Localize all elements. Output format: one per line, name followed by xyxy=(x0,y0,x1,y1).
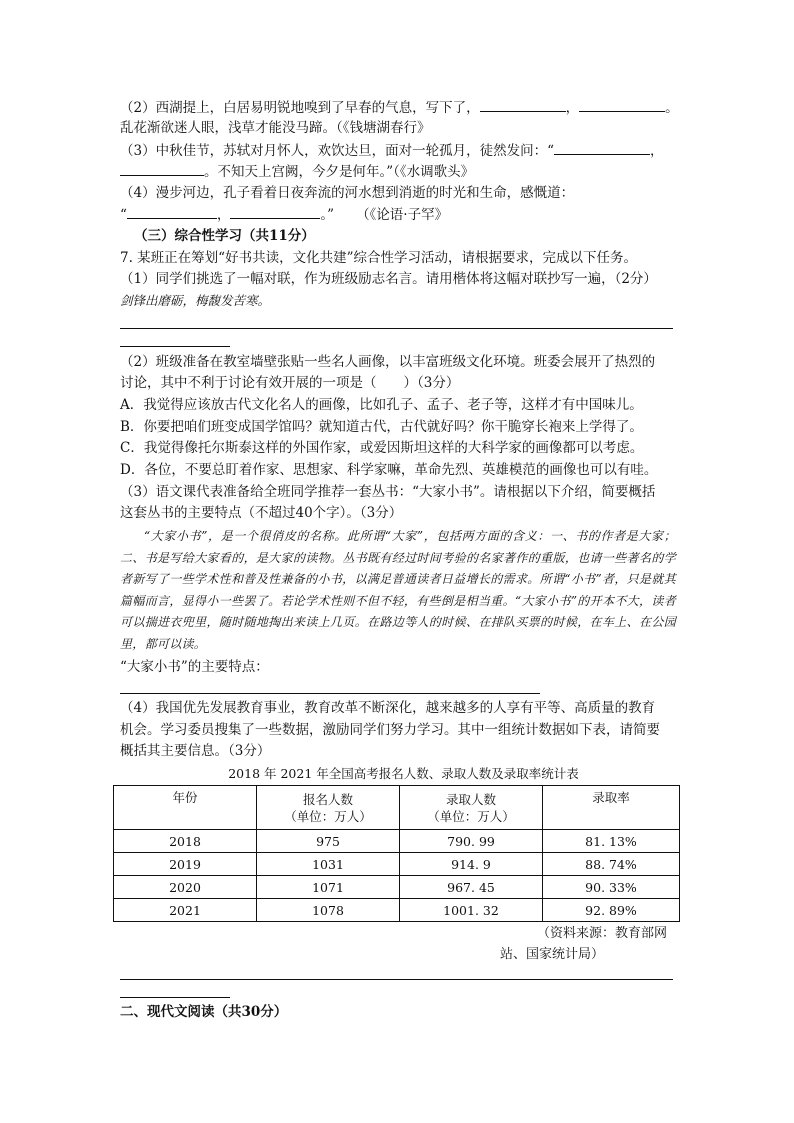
header-year: 年份 xyxy=(114,786,257,830)
couplet-text: 剑锋出磨砺，梅馥发苦寒。 xyxy=(120,293,271,308)
table-row xyxy=(114,899,680,922)
cell-applicants: 1031 xyxy=(257,853,400,876)
table-source-line1: （资料来源：教育部网 xyxy=(537,926,668,941)
option-c[interactable]: C．我觉得像托尔斯泰这样的外国作家，或爱因斯坦这样的大科学家的画像都可以考虑。 xyxy=(120,440,644,456)
cell-year: 2019 xyxy=(114,853,257,876)
answer-blank[interactable] xyxy=(127,204,217,219)
question-7-1: （1）同学们挑选了一幅对联，作为班级励志名言。请用楷体将这幅对联抄写一遍，（2分） xyxy=(120,271,657,287)
answer-line[interactable] xyxy=(120,693,540,694)
poetry-q4-line2: “ ， 。” （《论语·子罕》 xyxy=(120,204,448,225)
cell-admitted: 790. 99 xyxy=(400,830,543,853)
table-row xyxy=(114,853,680,876)
poetry-q3-line1: （3）中秋佳节，苏轼对月怀人，欢饮达旦，面对一轮孤月，徒然发问：“ ， xyxy=(120,140,664,161)
question-7-3-line2: 这套丛书的主要特点（不超过40个字）。（3分） xyxy=(120,505,403,521)
poetry-q2-line2: 乱花渐欲迷人眼，浅草才能没马蹄。（《钱塘湖春行》 xyxy=(120,120,431,136)
stats-table xyxy=(113,785,680,922)
table-source-line2: 站、国家统计局） xyxy=(500,947,605,962)
answer-blank[interactable] xyxy=(554,140,650,155)
question-7-2-line2: 讨论，其中不利于讨论有效开展的一项是（ ）（3分） xyxy=(120,375,460,391)
table-caption: 2018 年 2021 年全国高考报名人数、录取人数及录取率统计表 xyxy=(228,766,579,781)
divider xyxy=(120,346,230,347)
cell-rate: 88. 74% xyxy=(543,853,680,876)
answer-line[interactable] xyxy=(120,328,673,329)
book-series-passage: “大家小书”，是一个很俏皮的名称。此所谓“大家”，包括两方面的含义：一、书的作者是大家；二、书是写给大家看的，是大家的读物。丛书既有经过时间考验的名家著作的重版，也请一些著名的学者新写了一些学术性和普及性兼备的小书，以满足普通读者日益增长的需求。所谓“小书”者，只是就其篇幅而言，显得小一些罢了。若论学术性则不但不轻，有些倒是相当重。“大家小书”的开本不大，读者可以揣进衣兜里，随时随地掏出来读上几页。在路边等人的时候、在排队买票的时候，在车上、在公园里，都可以读。 xyxy=(120,529,676,651)
header-admitted: 录取人数 （单位：万人） xyxy=(400,786,543,830)
cell-year: 2021 xyxy=(114,899,257,922)
cell-rate: 92. 89% xyxy=(543,899,680,922)
cell-rate: 90. 33% xyxy=(543,876,680,899)
header-applicants: 报名人数 （单位：万人） xyxy=(257,786,400,830)
cell-admitted: 1001. 32 xyxy=(400,899,543,922)
option-d[interactable]: D．各位，不要总盯着作家、思想家、科学家嘛，革命先烈、英雄模范的画像也可以有哇。 xyxy=(120,462,658,478)
cell-applicants: 1071 xyxy=(257,876,400,899)
cell-applicants: 1078 xyxy=(257,899,400,922)
cell-applicants: 975 xyxy=(257,830,400,853)
answer-blank[interactable] xyxy=(120,161,204,176)
table-row xyxy=(114,876,680,899)
answer-blank[interactable] xyxy=(230,204,320,219)
table-header-row xyxy=(114,786,680,830)
option-b[interactable]: B．你要把咱们班变成国学馆吗？就知道古代，古代就好吗？你干脆穿长袍来上学得了。 xyxy=(120,419,643,435)
header-rate: 录取率 xyxy=(543,786,680,830)
answer-label: “大家小书”的主要特点： xyxy=(120,659,269,675)
question-7-2-line1: （2）班级准备在教室墙壁张贴一些名人画像，以丰富班级文化环境。班委会展开了热烈的 xyxy=(120,354,656,370)
question-7-4-line3: 概括其主要信息。（3分） xyxy=(120,743,271,759)
question-7-4-line2: 机会。学习委员搜集了一些数据，激励同学们努力学习。其中一组统计数据如下表，请简要 xyxy=(120,722,660,738)
answer-line[interactable] xyxy=(120,979,673,980)
poetry-q3-line2: 。不知天上宫阙，今夕是何年。”（《水调歌头》 xyxy=(120,161,474,182)
cell-year: 2020 xyxy=(114,876,257,899)
poetry-q3-text: （3）中秋佳节，苏轼对月怀人，欢饮达旦，面对一轮孤月，徒然发问：“ xyxy=(120,143,554,159)
section-heading-modern-reading: 二、现代文阅读（共30分） xyxy=(120,1004,288,1020)
cell-admitted: 914. 9 xyxy=(400,853,543,876)
question-7: 7. 某班正在筹划“好书共读，文化共建”综合性学习活动，请根据要求，完成以下任务。 xyxy=(120,250,637,266)
poetry-q2-text: （2）西湖提上，白居易明锐地嗅到了早春的气息，写下了， xyxy=(120,100,480,116)
cell-year: 2018 xyxy=(114,830,257,853)
option-a[interactable]: A．我觉得应该放古代文化名人的画像，比如孔子、孟子、老子等，这样才有中国味儿。 xyxy=(120,397,643,413)
poetry-q4-line1: （4）漫步河边，孔子看着日夜奔流的河水想到消逝的时光和生命，感慨道： xyxy=(120,185,575,201)
question-7-4-line1: （4）我国优先发展教育事业，教育改革不断深化，越来越多的人享有平等、高质量的教育 xyxy=(120,700,656,716)
divider xyxy=(120,997,230,998)
answer-blank[interactable] xyxy=(480,97,566,112)
answer-blank[interactable] xyxy=(579,97,665,112)
question-7-3-line1: （3）语文课代表准备给全班同学推荐一套丛书：“大家小书”。请根据以下介绍，简要概括 xyxy=(120,484,656,500)
section-heading-integrated: （三）综合性学习（共11分） xyxy=(134,228,315,244)
table-row xyxy=(114,830,680,853)
cell-rate: 81. 13% xyxy=(543,830,680,853)
cell-admitted: 967. 45 xyxy=(400,876,543,899)
poetry-q2-line1: （2）西湖提上，白居易明锐地嗅到了早春的气息，写下了， ， 。 xyxy=(120,97,679,118)
